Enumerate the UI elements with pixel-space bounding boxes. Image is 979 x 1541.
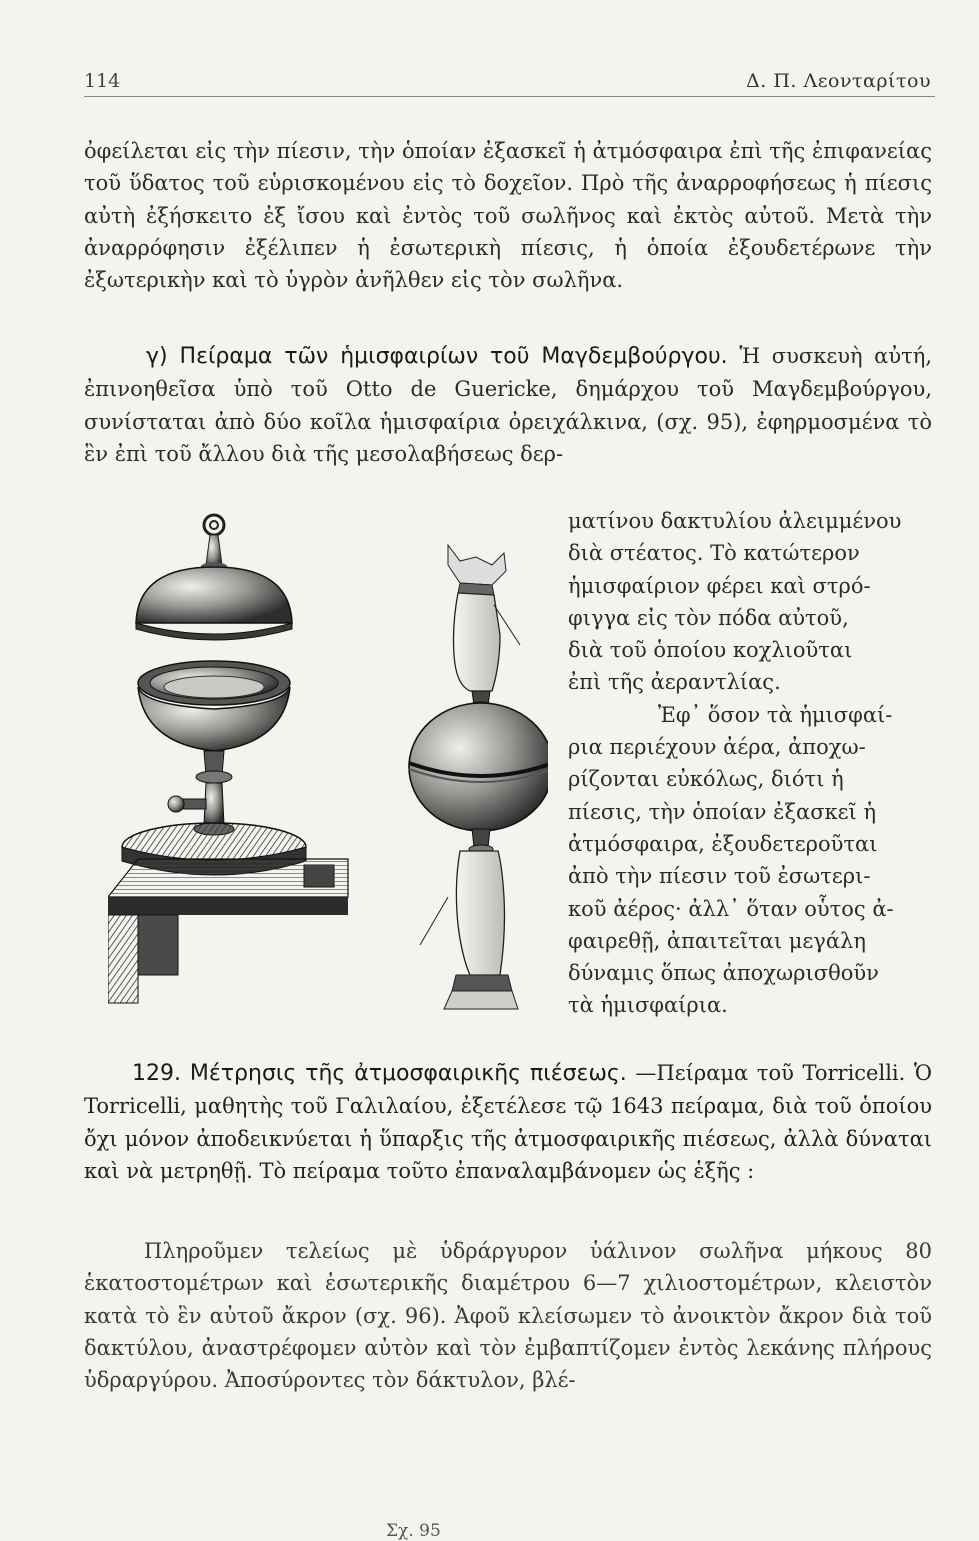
text-line: Ἐφ᾽ ὅσον τὰ ἡμισφαί- xyxy=(658,702,893,727)
text-line: κοῦ ἀέρος· ἀλλ᾽ ὅταν οὗτος ἀ- xyxy=(568,896,894,921)
header-rule xyxy=(84,96,935,97)
opened-hemispheres-on-stand xyxy=(108,515,348,1003)
text-line: φαιρεθῇ, ἀπαιτεῖται μεγάλη xyxy=(568,928,866,953)
page-header xyxy=(84,70,931,94)
paragraph-mercury-tube: Πληροῦμεν τελείως μὲ ὑδράργυρον ὑάλινον σωλῆνα μήκους 80 ἑκατοστομέτρων καὶ ἐσωτερικῆς διαμέτρου 6—7 χιλιοστομέτρων, κλειστὸν κατὰ τὸ ἓν αὐτοῦ ἄκρον (σχ. 96). Ἀφοῦ κλείσωμεν τὸ ἀνοικτὸν ἄκρον διὰ τοῦ δακτύλου, ἀναστρέφομεν αὐτὸν καὶ τὸν ἐμβαπτίζομεν ἐντὸς λεκάνης πλήρους ὑδραργύρου. Ἀποσύροντες τὸν δάκτυλον, βλέ- xyxy=(84,1239,932,1393)
text-line: ἀτμόσφαιρα, ἐξουδετεροῦται xyxy=(568,831,878,856)
paragraph-magdeburg xyxy=(84,340,932,470)
section-heading-magdeburg: γ) Πείραμα τῶν ἡμισφαιρίων τοῦ Μαγδεμβούργου. xyxy=(146,344,728,369)
text-line: φιγγα εἰς τὸν πόδα αὐτοῦ, xyxy=(568,605,849,630)
text-line: ἡμισφαίριον φέρει καὶ στρό- xyxy=(568,573,871,598)
paragraph-suction: ὀφείλεται εἰς τὴν πίεσιν, τὴν ὁποίαν ἐξασκεῖ ἡ ἀτμόσφαιρα ἐπὶ τῆς ἐπιφανείας τοῦ ὕδατος τοῦ εὑρισκομένου εἰς τὸ δοχεῖον. Πρὸ τῆς ἀναρροφήσεως ἡ πίεσις αὐτὴ ἐξήσκειτο ἐξ ἴσου καὶ ἐντὸς τοῦ σωλῆνος καὶ ἐκτὸς αὐτοῦ. Μετὰ τὴν ἀναρρόφησιν ἐξέλιπεν ἡ ἐσωτερικὴ πίεσις, ἡ ὁποία ἐξουδετέρωνε τὴν ἐξωτερικὴν καὶ τὸ ὑγρὸν ἀνῆλθεν εἰς τὸν σωλῆνα. xyxy=(84,139,932,293)
paragraph-torricelli xyxy=(84,1057,932,1187)
text-line: δύναμις ὅπως ἀποχωρισθοῦν xyxy=(568,961,879,986)
narrow-column xyxy=(568,505,934,1022)
joined-hemispheres-held-by-hands xyxy=(409,545,548,1009)
text-line: ἀπὸ τὴν πίεσιν τοῦ ἐσωτερι- xyxy=(568,864,871,889)
figure-caption: Σχ. 95 xyxy=(386,1521,441,1541)
section-subheading-torricelli: —Πείραμα τοῦ Torricelli. xyxy=(635,1061,906,1085)
text-line: ρίζονται εὐκόλως, διότι ἡ xyxy=(568,767,844,792)
text-line: διὰ στέατος. Τὸ κατώτερον xyxy=(568,541,860,566)
section-body-magdeburg: Ἡ συσκευὴ αὐτή, ἐπινοηθεῖσα ὑπὸ τοῦ Otto de Guericke, δημάρχου τοῦ Μαγδεμβούργου, συνίσταται ἀπὸ δύο κοῖλα ἡμισφαίρια ὀρειχάλκινα, (σχ. 95), ἐφηρμοσμένα τὸ ἓν ἐπὶ τοῦ ἄλλου διὰ τῆς μεσολαβήσεως δερ- xyxy=(84,344,932,466)
text-line: πίεσις, τὴν ὁποίαν ἐξασκεῖ ἡ xyxy=(568,799,877,824)
running-head: Δ. Π. Λεονταρίτου xyxy=(746,70,931,92)
text-line: ρια περιέχουν ἀέρα, ἀποχω- xyxy=(568,735,866,760)
text-line: ἐπὶ τῆς ἀεραντλίας. xyxy=(568,670,781,695)
section-heading-129: 129. Μέτρησις τῆς ἀτμοσφαιρικῆς πιέσεως. xyxy=(132,1061,627,1086)
section-body-torricelli: Ὁ Torricelli, μαθητὴς τοῦ Γαλιλαίου, ἐξετέλεσε τῷ 1643 πείραμα, διὰ τοῦ ὁποίου ὄχι μόνον ἀποδεικνύεται ἡ ὕπαρξις τῆς ἀτμοσφαιρικῆς πιέσεως, ἀλλὰ δύναται καὶ νὰ μετρηθῇ. Τὸ πείραμα τοῦτο ἐπαναλαμβάνομεν ὡς ἑξῆς : xyxy=(84,1061,932,1183)
text-line: τὰ ἡμισφαίρια. xyxy=(568,993,728,1018)
text-line: διὰ τοῦ ὁποίου κοχλιοῦται xyxy=(568,638,853,663)
text-line: ματίνου δακτυλίου ἀλειμμένου xyxy=(568,509,902,533)
page-number: 114 xyxy=(84,70,121,92)
hemispheres-engraving xyxy=(108,505,548,1040)
